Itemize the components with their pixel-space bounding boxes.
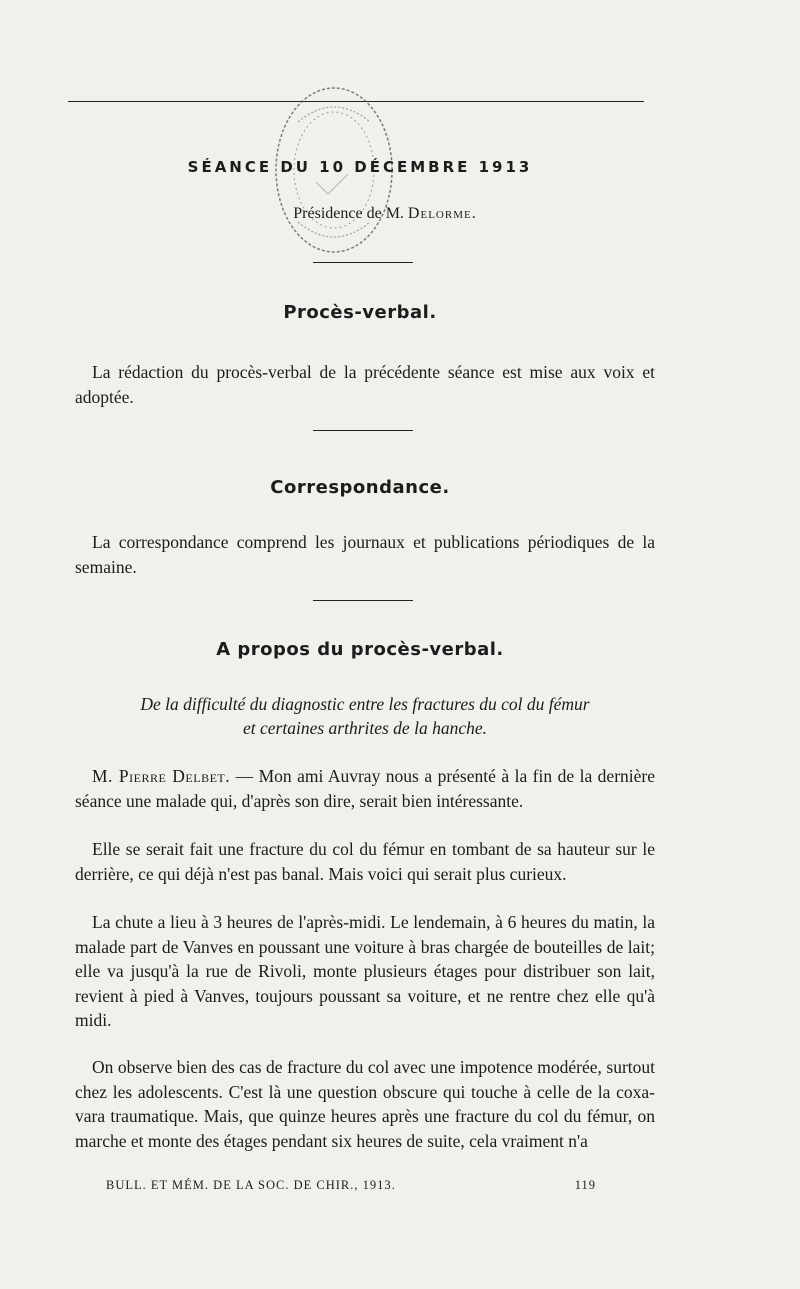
section-title-a-propos: A propos du procès-verbal.: [216, 639, 504, 660]
paragraph-3: La chute a lieu à 3 heures de l'après-midi. Le lendemain, à 6 heures du matin, la malade part de Vanves en poussant une voiture à bras chargée de bouteilles de lait; elle va jusqu'à la rue de Rivoli, monte plusieurs étages pour distribuer son lait, revient à pied à Vanves, toujours poussant sa voiture, et ne rentre chez elle qu'à midi.: [75, 912, 655, 1030]
presidence-name: Delorme.: [407, 205, 477, 222]
paragraph-correspondance: La correspondance comprend les journaux et publications périodiques de la semaine.: [75, 532, 655, 577]
article-subtitle-line-1: De la difficulté du diagnostic entre les fractures du col du fémur: [140, 694, 590, 714]
separator-rule-2: [313, 430, 413, 431]
separator-rule-1: [313, 262, 413, 263]
journal-reference: BULL. ET MÉM. DE LA SOC. DE CHIR., 1913.: [106, 1178, 396, 1192]
seance-heading: SÉANCE DU 10 DÉCEMBRE 1913: [187, 158, 533, 176]
presidence-line: [0, 205, 770, 223]
paragraph-2: Elle se serait fait une fracture du col du fémur en tombant de sa hauteur sur le derrière, ce qui déjà n'est pas banal. Mais voici qui serait plus curieux.: [75, 839, 655, 884]
paragraph-4: On observe bien des cas de fracture du col avec une impotence modérée, surtout chez les adolescents. C'est là une question obscure qui touche à celle de la coxa-vara traumatique. Mais, que quinze heures après une fracture du col du fémur, on marche et monte des étages pendant six heures de suite, cela vraiment n'a: [75, 1057, 655, 1151]
page-number: 119: [574, 1178, 596, 1192]
separator-rule-3: [313, 600, 413, 601]
paragraph-1: [75, 764, 655, 813]
section-title-correspondance: Correspondance.: [270, 477, 450, 498]
presidence-prefix: Présidence de M.: [293, 205, 408, 222]
speaker-name: M. Pierre Delbet.: [92, 766, 231, 786]
page-footer: [106, 1178, 596, 1193]
article-subtitle-line-2: et certaines arthrites de la hanche.: [243, 718, 487, 738]
section-title-proces-verbal: Procès-verbal.: [283, 302, 437, 323]
paragraph-proces-verbal: La rédaction du procès-verbal de la précédente séance est mise aux voix et adoptée.: [75, 362, 655, 407]
paragraph-1-text: — Mon ami Auvray nous a présenté à la fin de la dernière séance une malade qui, d'après son dire, serait bien intéressante.: [75, 766, 655, 811]
